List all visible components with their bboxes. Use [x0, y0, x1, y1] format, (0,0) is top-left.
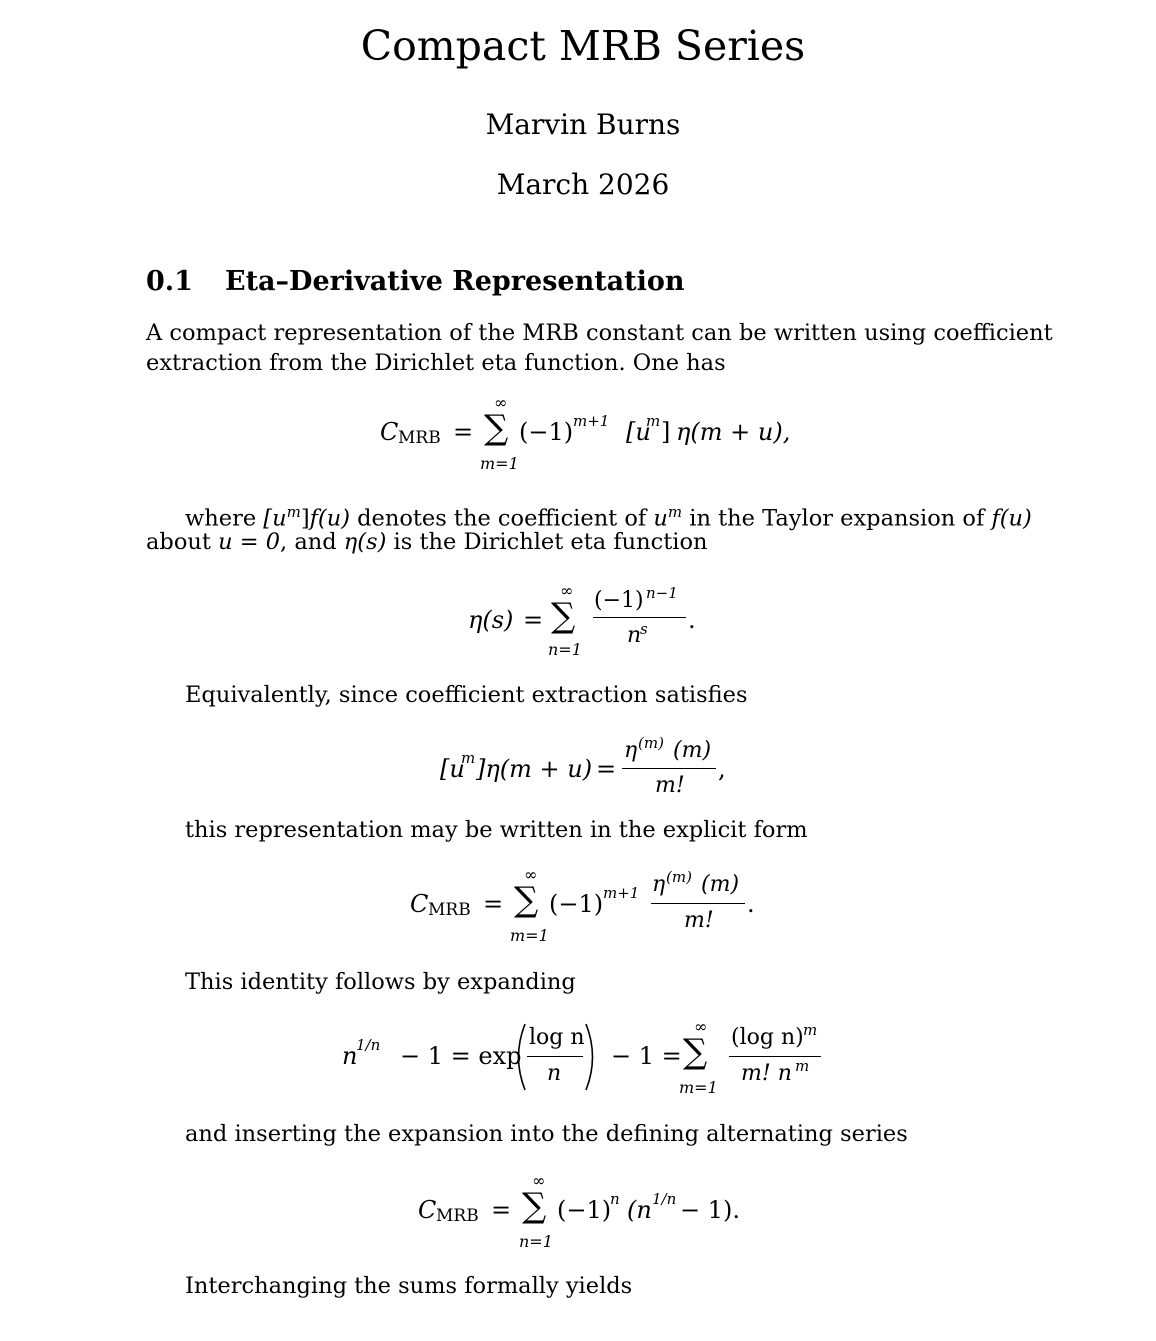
paragraph-7: Interchanging the sums formally yields	[185, 1273, 633, 1299]
eq3-lhs-exp: m	[461, 749, 476, 767]
eq3-num-arg: (m)	[673, 738, 712, 763]
eq6-sum-sign: ∑	[522, 1186, 547, 1226]
p2-u0: u = 0	[218, 529, 281, 555]
author-name: Marvin Burns	[485, 108, 681, 141]
eq5-lower-limit: m=1	[679, 1078, 718, 1097]
eq5-right-paren	[583, 1022, 601, 1092]
eq2-denominator: n	[627, 623, 642, 648]
eq5-upper-limit: ∞	[694, 1017, 708, 1036]
p2-fu: f(u)	[309, 505, 350, 532]
eq2-lhs: η(s)	[468, 606, 514, 634]
eq5-left-paren	[510, 1022, 528, 1092]
eq4-denominator: m!	[684, 908, 714, 933]
eq3-comma: ,	[718, 755, 726, 783]
eq1-equals: =	[453, 418, 474, 446]
eq3-denominator: m!	[655, 773, 685, 798]
eq1-mrb: MRB	[398, 428, 441, 448]
p2-text-a: where	[185, 505, 264, 532]
eq3-fraction-bar	[622, 768, 716, 769]
eq4-c: C	[410, 890, 429, 918]
eq6-sign-exponent: n	[610, 1190, 620, 1208]
eq5-exp-prefix: − 1 = exp	[400, 1042, 522, 1070]
section-number: 0.1	[146, 266, 193, 297]
eq5-sum-sign: ∑	[683, 1032, 708, 1072]
eq4-mrb: MRB	[428, 900, 471, 920]
eq2-sum-sign: ∑	[551, 596, 576, 636]
eq1-coef-exponent: m	[646, 412, 661, 430]
p2-line2-a: about	[146, 529, 219, 555]
eq1-sign-exponent: m+1	[573, 412, 610, 430]
p2-line2-b: , and	[280, 529, 344, 555]
eq6-lower-limit: n=1	[519, 1232, 553, 1251]
eq5-denominator: m! n	[741, 1061, 792, 1086]
eq4-lower-limit: m=1	[510, 926, 549, 945]
eq3-num-eta: η	[624, 738, 638, 763]
eq6-tail: − 1).	[680, 1196, 740, 1224]
eq5-inner-fraction-bar	[527, 1056, 583, 1057]
p2-coef-open: [u	[263, 505, 287, 532]
eq1-c: C	[380, 418, 399, 446]
eq6-paren-base: (n	[627, 1196, 652, 1224]
eq4-sum-sign: ∑	[514, 880, 539, 920]
eq1-upper-limit: ∞	[494, 393, 508, 412]
eq5-numerator-exp: m	[803, 1021, 818, 1039]
section-title: Eta–Derivative Representation	[225, 266, 685, 297]
paper-title: Compact MRB Series	[360, 22, 806, 70]
eq2-period: .	[688, 606, 696, 634]
eq5-denominator-exp: m	[795, 1057, 810, 1075]
eq2-fraction-bar	[593, 617, 686, 618]
eq4-sign-exponent: m+1	[603, 884, 640, 902]
eq3-num-exp: (m)	[638, 734, 664, 752]
eq3-lhs-open: [u	[440, 755, 465, 783]
eq4-upper-limit: ∞	[524, 865, 538, 884]
eq1-sign-term: (−1)	[519, 418, 574, 446]
p2-u: u	[653, 505, 668, 532]
eq6-equals: =	[491, 1196, 512, 1224]
eq4-num-eta: η	[652, 872, 666, 897]
eq4-sign-term: (−1)	[549, 890, 604, 918]
eq2-upper-limit: ∞	[560, 581, 574, 600]
eq3-equals: =	[596, 755, 617, 783]
paragraph-5: This identity follows by expanding	[185, 969, 576, 995]
p2-etas: η(s)	[343, 529, 387, 555]
eq5-minus-one: − 1 =	[611, 1042, 682, 1070]
eq6-c: C	[418, 1196, 437, 1224]
paragraph-1-line-2: extraction from the Dirichlet eta function. One has	[146, 350, 726, 376]
paragraph-4: this representation may be written in the explicit form	[185, 817, 808, 843]
eq5-inner-denominator: n	[547, 1061, 562, 1086]
eq6-sign-term: (−1)	[557, 1196, 612, 1224]
eq4-period: .	[747, 890, 755, 918]
eq4-fraction-bar	[651, 903, 745, 904]
p2-fu-2: f(u)	[991, 505, 1032, 532]
p2-coef-close: ]	[300, 505, 310, 532]
p2-text-c: in the Taylor expansion of	[682, 505, 992, 532]
eq4-num-arg: (m)	[701, 872, 740, 897]
eq5-numerator: (log n)	[731, 1025, 804, 1050]
p2-text-b: denotes the coefficient of	[349, 505, 654, 532]
p2-line2-c: is the Dirichlet eta function	[386, 529, 708, 555]
eq2-numerator: (−1)	[594, 588, 644, 613]
eq1-sum-sign: ∑	[484, 408, 509, 448]
eq6-upper-limit: ∞	[532, 1171, 546, 1190]
eq1-lower-limit: m=1	[480, 454, 519, 473]
eq1-eta-term: η(m + u),	[676, 418, 791, 446]
eq2-lower-limit: n=1	[548, 640, 582, 659]
eq1-coef-open: [u	[626, 418, 651, 446]
eq5-inner-numerator: log n	[529, 1025, 585, 1050]
eq2-numerator-exp: n−1	[646, 584, 678, 602]
p2-u-exp: m	[667, 503, 683, 521]
eq5-lhs-exp: 1/n	[356, 1036, 381, 1054]
eq2-denominator-exp: s	[640, 620, 648, 638]
publication-date: March 2026	[496, 168, 670, 201]
eq4-equals: =	[483, 890, 504, 918]
eq1-coef-close: ]	[661, 418, 671, 446]
paragraph-3: Equivalently, since coefficient extraction satisfies	[185, 682, 748, 708]
eq6-mrb: MRB	[436, 1206, 479, 1226]
eq5-lhs-base: n	[342, 1042, 358, 1070]
p2-coef-exp: m	[286, 503, 301, 521]
eq6-paren-exp: 1/n	[652, 1190, 677, 1208]
paragraph-2-line-2	[146, 527, 708, 557]
eq3-lhs-rest: ]η(m + u)	[476, 755, 593, 783]
paragraph-6: and inserting the expansion into the defining alternating series	[185, 1121, 908, 1147]
paragraph-1-line-1: A compact representation of the MRB constant can be written using coefficient	[146, 320, 1053, 346]
eq4-num-exp: (m)	[666, 868, 692, 886]
eq2-equals: =	[523, 606, 544, 634]
